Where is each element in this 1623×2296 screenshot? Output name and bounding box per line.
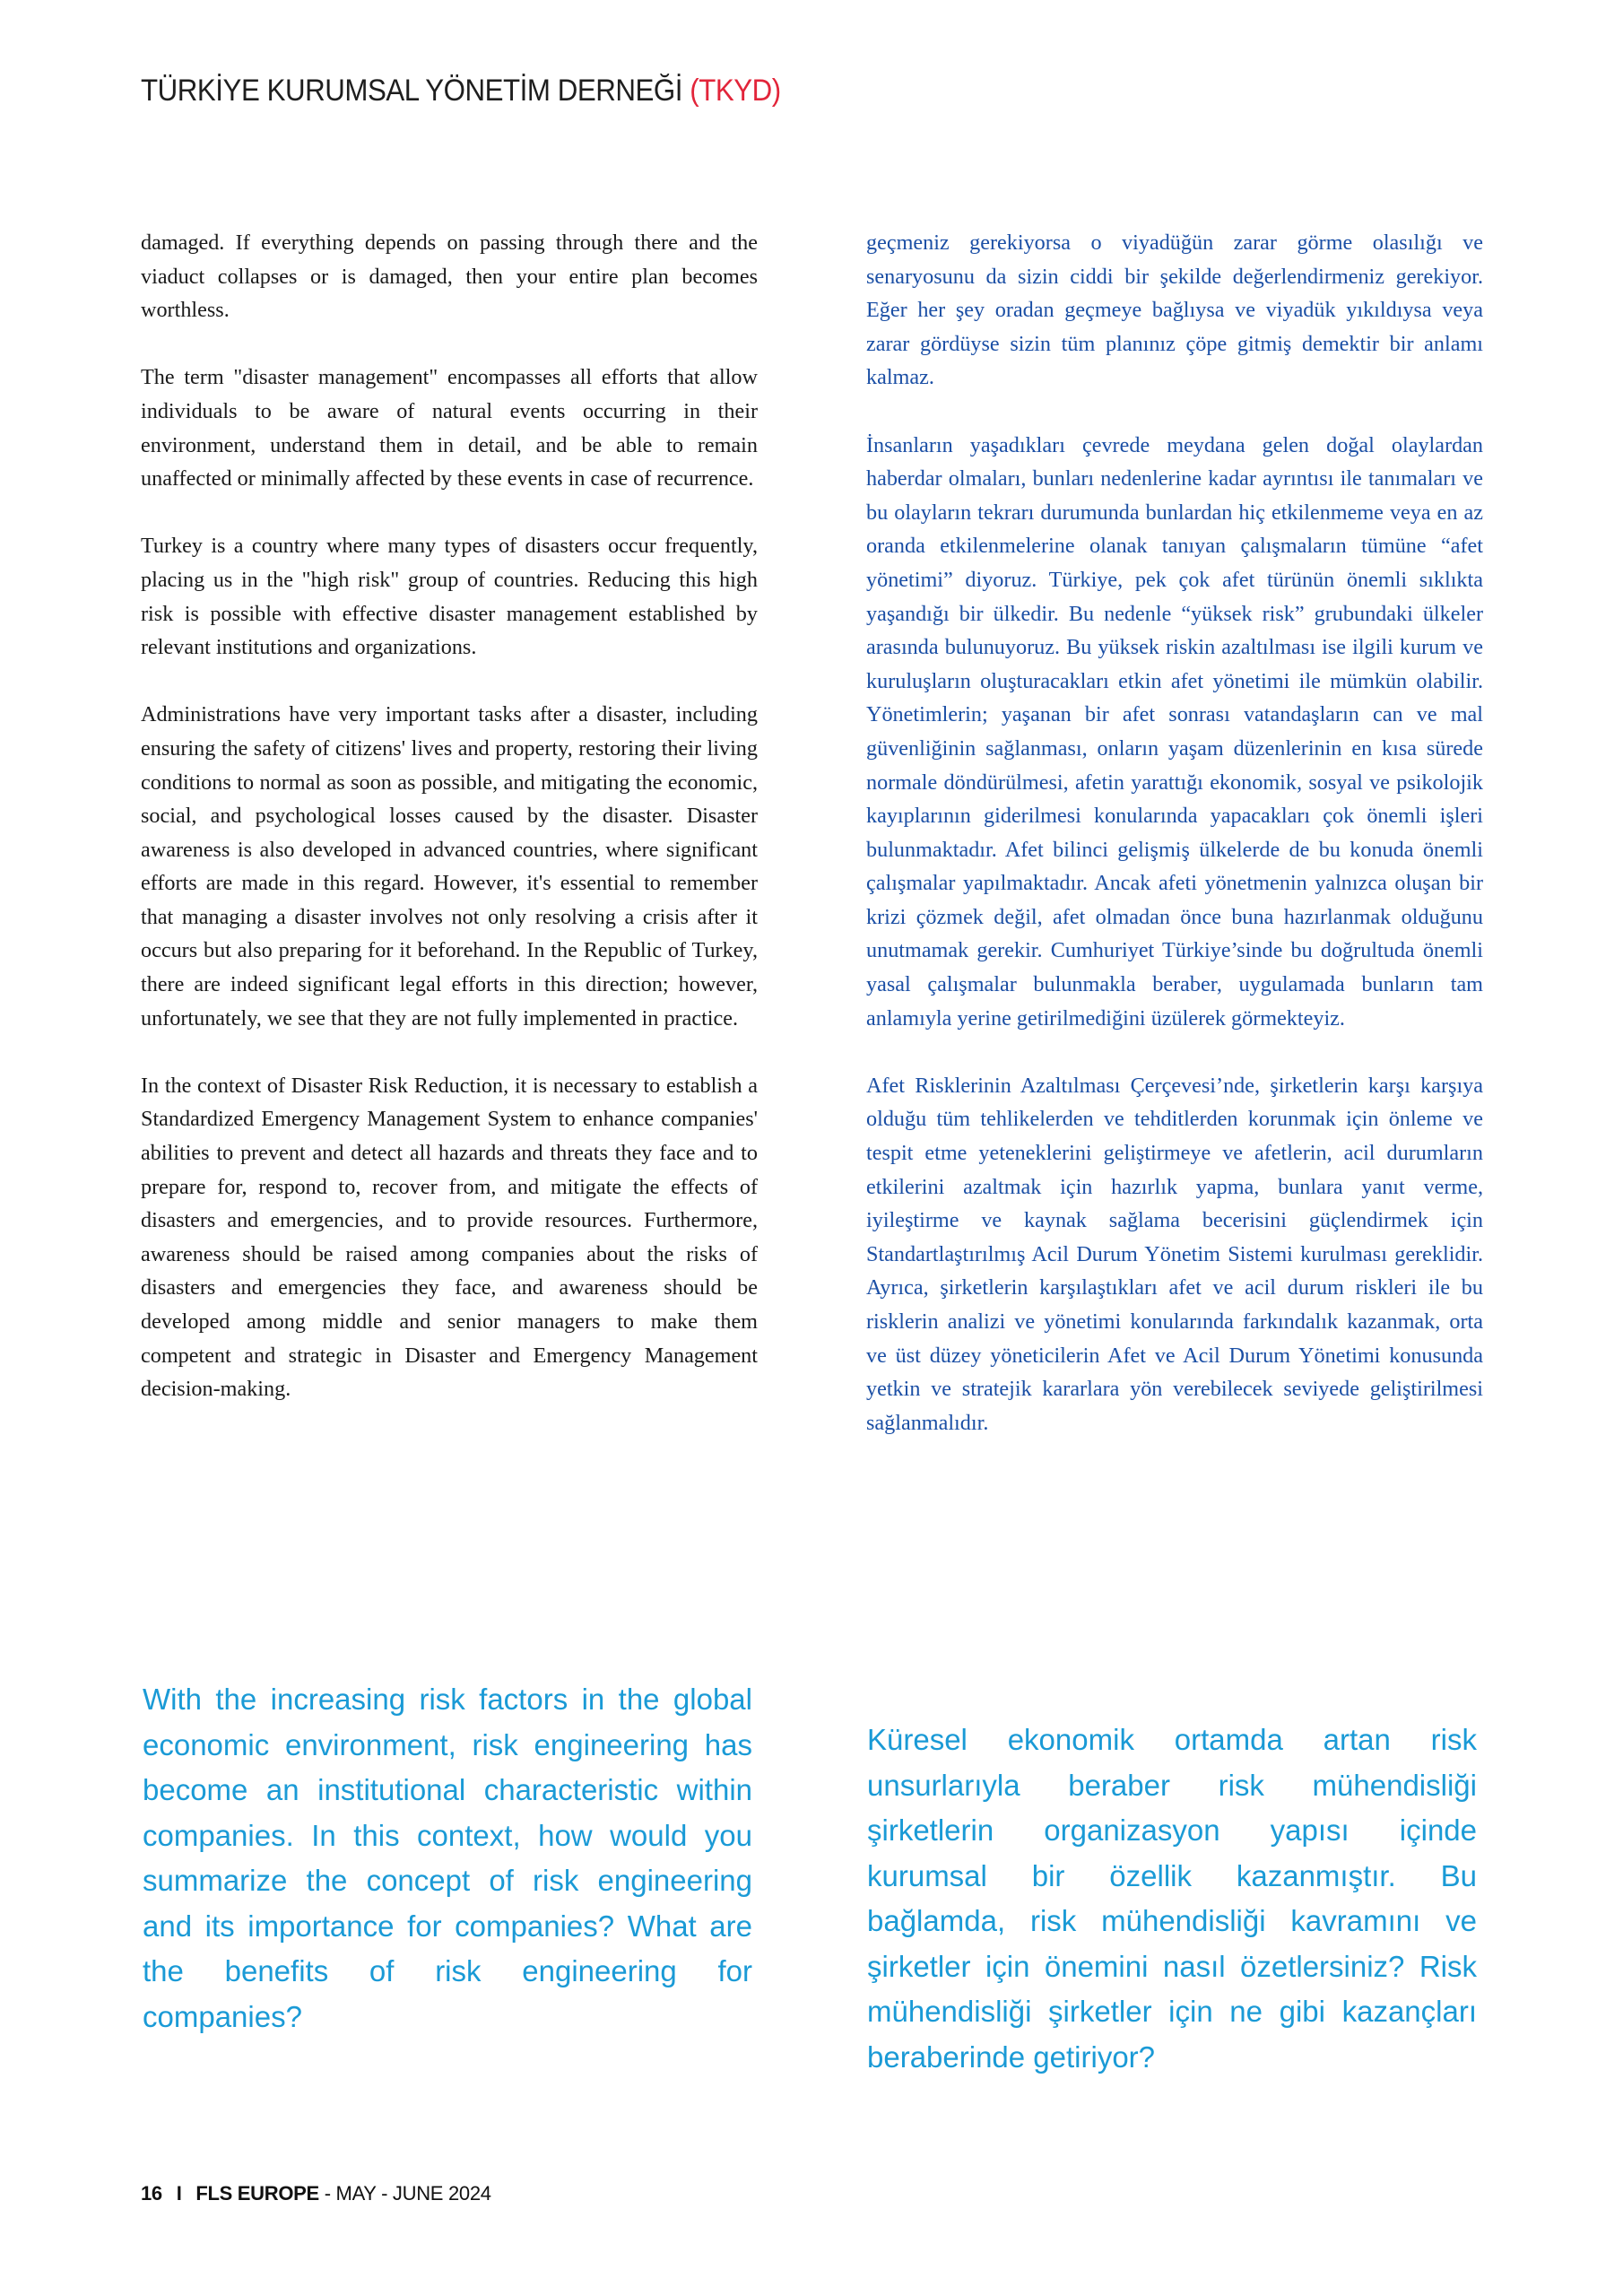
issue-date: - MAY - JUNE 2024	[324, 2182, 491, 2205]
turkish-paragraph: Afet Risklerinin Azaltılması Çerçevesi’nde, şirketlerin karşı karşıya olduğu tüm tehlikelerden ve tehditlerden korunmak için önleme ve tespit etme yeteneklerini geliştirmeye ve afetlerin, acil durumların etkilerini azaltmak için hazırlık yapma, bunlara yanıt verme, iyileştirme ve kaynak sağlama becerisini güçlendirmek için Standartlaştırılmış Acil Durum Yönetim Sistemi kurulması gereklidir. Ayrıca, şirketlerin karşılaştıkları afet ve acil durum riskleri ile bu risklerin analizi ve yönetimi konularında farkındalık kazanmak, orta ve üst düzey yöneticilerin Afet ve Acil Durum Yönetimi konusunda yetkin ve stratejik kararlara yön verebilecek seviyede geliştirilmesi sağlanmalıdır.	[866, 1073, 1483, 1435]
turkish-column	[866, 226, 1483, 1439]
turkish-paragraph: geçmeniz gerekiyorsa o viyadüğün zarar görme olasılığı ve senaryosunu da sizin ciddi bir şekilde değerlendirmeniz gerekiyor. Eğer her şey oradan geçmeye bağlıysa ve viyadük yıkıldıysa veya zarar gördüyse sizin tüm planınız çöpe gitmiş demektir bir anlamı kalmaz.	[866, 230, 1483, 390]
page-footer	[141, 2182, 491, 2205]
header-acronym: (TKYD)	[690, 74, 781, 108]
english-paragraph: Administrations have very important tasks after a disaster, including ensuring the safety of citizens' lives and property, restoring their living conditions to normal as soon as possible, and mitigating the economic, social, and psychological losses caused by the disaster. Disaster awareness is also developed in advanced countries, where significant efforts are made in this regard. However, it's essential to remember that managing a disaster involves not only resolving a crisis after it occurs but also preparing for it beforehand. In the Republic of Turkey, there are indeed significant legal efforts in this direction; however, unfortunately, we see that they are not fully implemented in practice.	[141, 702, 758, 1031]
english-paragraph: Turkey is a country where many types of disasters occur frequently, placing us in the "high risk" group of countries. Reducing this high risk is possible with effective disaster management established by relevant institutions and organizations.	[141, 534, 758, 660]
turkish-question: Küresel ekonomik ortamda artan risk unsurlarıyla beraber risk mühendisliği şirketlerin organizasyon yapısı içinde kurumsal bir özellik kazanmıştır. Bu bağlamda, risk mühendisliği kavramını ve şirketler için önemini nasıl özetlersiniz? Risk mühendisliği şirketler için ne gibi kazançları beraberinde getiriyor?	[867, 1723, 1477, 2074]
page-number: 16	[141, 2182, 162, 2205]
english-question: With the increasing risk factors in the global economic environment, risk engineering has become an institutional characteristic within companies. In this context, how would you summarize the concept of risk engineering and its importance for companies? What are the benefits of risk engineering for companies?	[143, 1683, 752, 2033]
english-column	[141, 226, 758, 1406]
english-paragraph: In the context of Disaster Risk Reduction, it is necessary to establish a Standardized Emergency Management System to enhance companies' abilities to prevent and detect all hazards and threats they face and to prepare for, respond to, recover from, and mitigate the effects of disasters and emergencies, and to provide resources. Furthermore, awareness should be raised among companies about the risks of disasters and emergencies they face, and awareness should be developed among middle and senior managers to make them competent and strategic in Disaster and Emergency Management decision-making.	[141, 1073, 758, 1402]
publication-name: FLS EUROPE	[195, 2182, 319, 2205]
english-paragraph: The term "disaster management" encompasses all efforts that allow individuals to be aware of natural events occurring in their environment, understand them in detail, and be able to remain unaffected or minimally affected by these events in case of recurrence.	[141, 365, 758, 491]
turkish-paragraph: İnsanların yaşadıkları çevrede meydana gelen doğal olaylardan haberdar olmaları, bunları nedenlerine kadar ayrıntısı ile tanımaları ve bu olayların tekrarı durumunda bunlardan hiç etkilenmeme veya en az oranda etkilenmelerine olanak tanıyan çalışmaların tümüne “afet yönetimi” diyoruz. Türkiye, pek çok afet türünün önemli sıklıkta yaşandığı bir ülkedir. Bu nedenle “yüksek risk” grubundaki ülkeler arasında bulunuyoruz. Bu yüksek riskin azaltılması ise ilgili kurum ve kuruluşların oluşturacakları etkin afet yönetimi ile mümkün olabilir. Yönetimlerin; yaşanan bir afet sonrası vatandaşların can ve mal güvenliğinin sağlanması, onların yaşam düzenlerinin en kısa sürede normale döndürülmesi, afetin yarattığı ekonomik, sosyal ve psikolojik kayıplarının giderilmesi konularında yapacakları çok önemli işleri bulunmaktadır. Afet bilinci gelişmiş ülkelerde de bu konuda önemli çalışmalar yapılmaktadır. Ancak afeti yönetmenin yalnızca oluşan bir krizi çözmek değil, afet olmadan önce buna hazırlanmak olduğunu unutmamak gerekir. Cumhuriyet Türkiye’sinde bu doğrultuda önemli yasal çalışmalar bulunmakla beraber, uygulamada bunların tam anlamıyla yerine getirilmediğini üzülerek görmekteyiz.	[866, 432, 1483, 1031]
footer-separator: I	[176, 2182, 182, 2205]
header-title: TÜRKİYE KURUMSAL YÖNETİM DERNEĞİ	[141, 74, 683, 108]
page-header	[141, 74, 781, 109]
english-paragraph: damaged. If everything depends on passing through there and the viaduct collapses or is damaged, then your entire plan becomes worthless.	[141, 230, 758, 323]
